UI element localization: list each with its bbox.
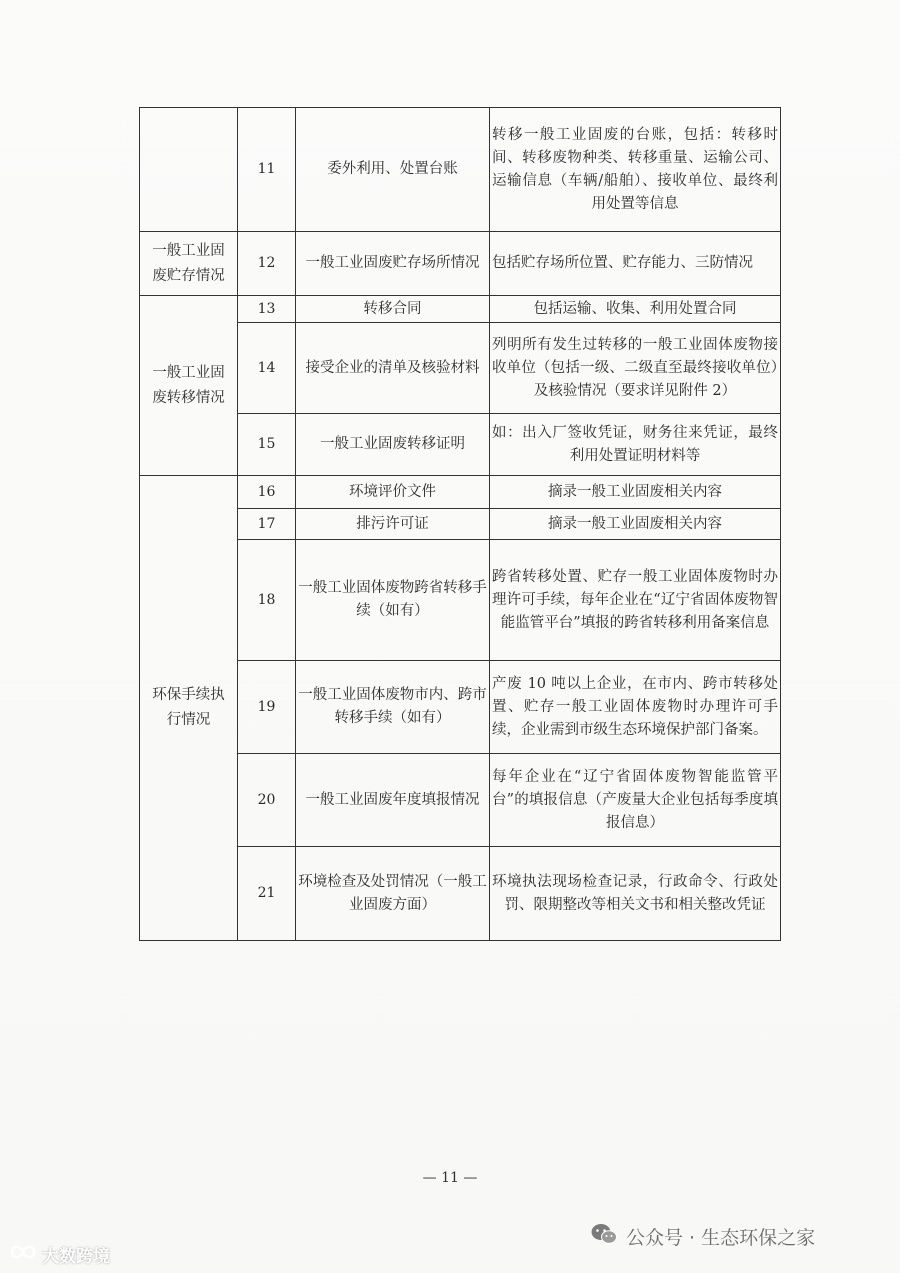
requirements-table xyxy=(139,107,781,941)
row-number: 14 xyxy=(238,323,296,414)
row-number: 19 xyxy=(238,661,296,754)
row-number: 12 xyxy=(238,232,296,296)
item-name: 一般工业固废贮存场所情况 xyxy=(296,232,490,296)
item-description: 跨省转移处置、贮存一般工业固体废物时办理许可手续，每年企业在“辽宁省固体废物智能监管平台”填报的跨省转移利用备案信息 xyxy=(490,540,781,661)
watermark-right xyxy=(590,1222,815,1251)
row-number: 21 xyxy=(238,847,296,941)
category-cell-blank xyxy=(140,108,238,232)
row-number: 20 xyxy=(238,754,296,847)
table-row xyxy=(140,108,781,232)
row-number: 15 xyxy=(238,414,296,476)
row-number: 16 xyxy=(238,476,296,509)
item-description: 如：出入厂签收凭证，财务往来凭证，最终利用处置证明材料等 xyxy=(490,414,781,476)
item-description: 包括运输、收集、利用处置合同 xyxy=(490,296,781,323)
item-name: 一般工业固废转移证明 xyxy=(296,414,490,476)
item-description: 每年企业在“辽宁省固体废物智能监管平台”的填报信息（产废量大企业包括每季度填报信息） xyxy=(490,754,781,847)
watermark-right-text: 公众号 · 生态环保之家 xyxy=(626,1227,816,1249)
category-storage: 一般工业固废贮存情况 xyxy=(140,232,238,296)
item-description: 产废 10 吨以上企业，在市内、跨市转移处置、贮存一般工业固体废物时办理许可手续，企业需到市级生态环境保护部门备案。 xyxy=(490,661,781,754)
table-row xyxy=(140,476,781,509)
row-number: 17 xyxy=(238,509,296,540)
watermark-left-text: 大数跨境 xyxy=(42,1247,110,1267)
category-transfer: 一般工业固废转移情况 xyxy=(140,296,238,476)
item-name: 一般工业固废年度填报情况 xyxy=(296,754,490,847)
item-name: 一般工业固体废物跨省转移手续（如有） xyxy=(296,540,490,661)
row-number: 11 xyxy=(238,108,296,232)
item-name: 环境检查及处罚情况（一般工业固废方面） xyxy=(296,847,490,941)
item-description: 包括贮存场所位置、贮存能力、三防情况 xyxy=(490,232,781,296)
watermark-left xyxy=(8,1242,110,1267)
item-name: 一般工业固体废物市内、跨市转移手续（如有） xyxy=(296,661,490,754)
item-description: 摘录一般工业固废相关内容 xyxy=(490,476,781,509)
page-number: — 11 — xyxy=(422,1170,478,1186)
row-number: 13 xyxy=(238,296,296,323)
row-number: 18 xyxy=(238,540,296,661)
item-name: 接受企业的清单及核验材料 xyxy=(296,323,490,414)
item-name: 排污许可证 xyxy=(296,509,490,540)
item-name: 转移合同 xyxy=(296,296,490,323)
loop-logo-icon xyxy=(8,1242,38,1267)
item-description: 环境执法现场检查记录，行政命令、行政处罚、限期整改等相关文书和相关整改凭证 xyxy=(490,847,781,941)
item-description: 列明所有发生过转移的一般工业固体废物接收单位（包括一级、二级直至最终接收单位）及核验情况（要求详见附件 2） xyxy=(490,323,781,414)
category-env-procedures: 环保手续执行情况 xyxy=(140,476,238,941)
item-name: 委外利用、处置台账 xyxy=(296,108,490,232)
item-description: 摘录一般工业固废相关内容 xyxy=(490,509,781,540)
wechat-icon xyxy=(590,1222,618,1251)
table-row xyxy=(140,296,781,323)
item-name: 环境评价文件 xyxy=(296,476,490,509)
table-row xyxy=(140,232,781,296)
item-description: 转移一般工业固废的台账，包括：转移时间、转移废物种类、转移重量、运输公司、运输信息（车辆/船舶）、接收单位、最终利用处置等信息 xyxy=(490,108,781,232)
